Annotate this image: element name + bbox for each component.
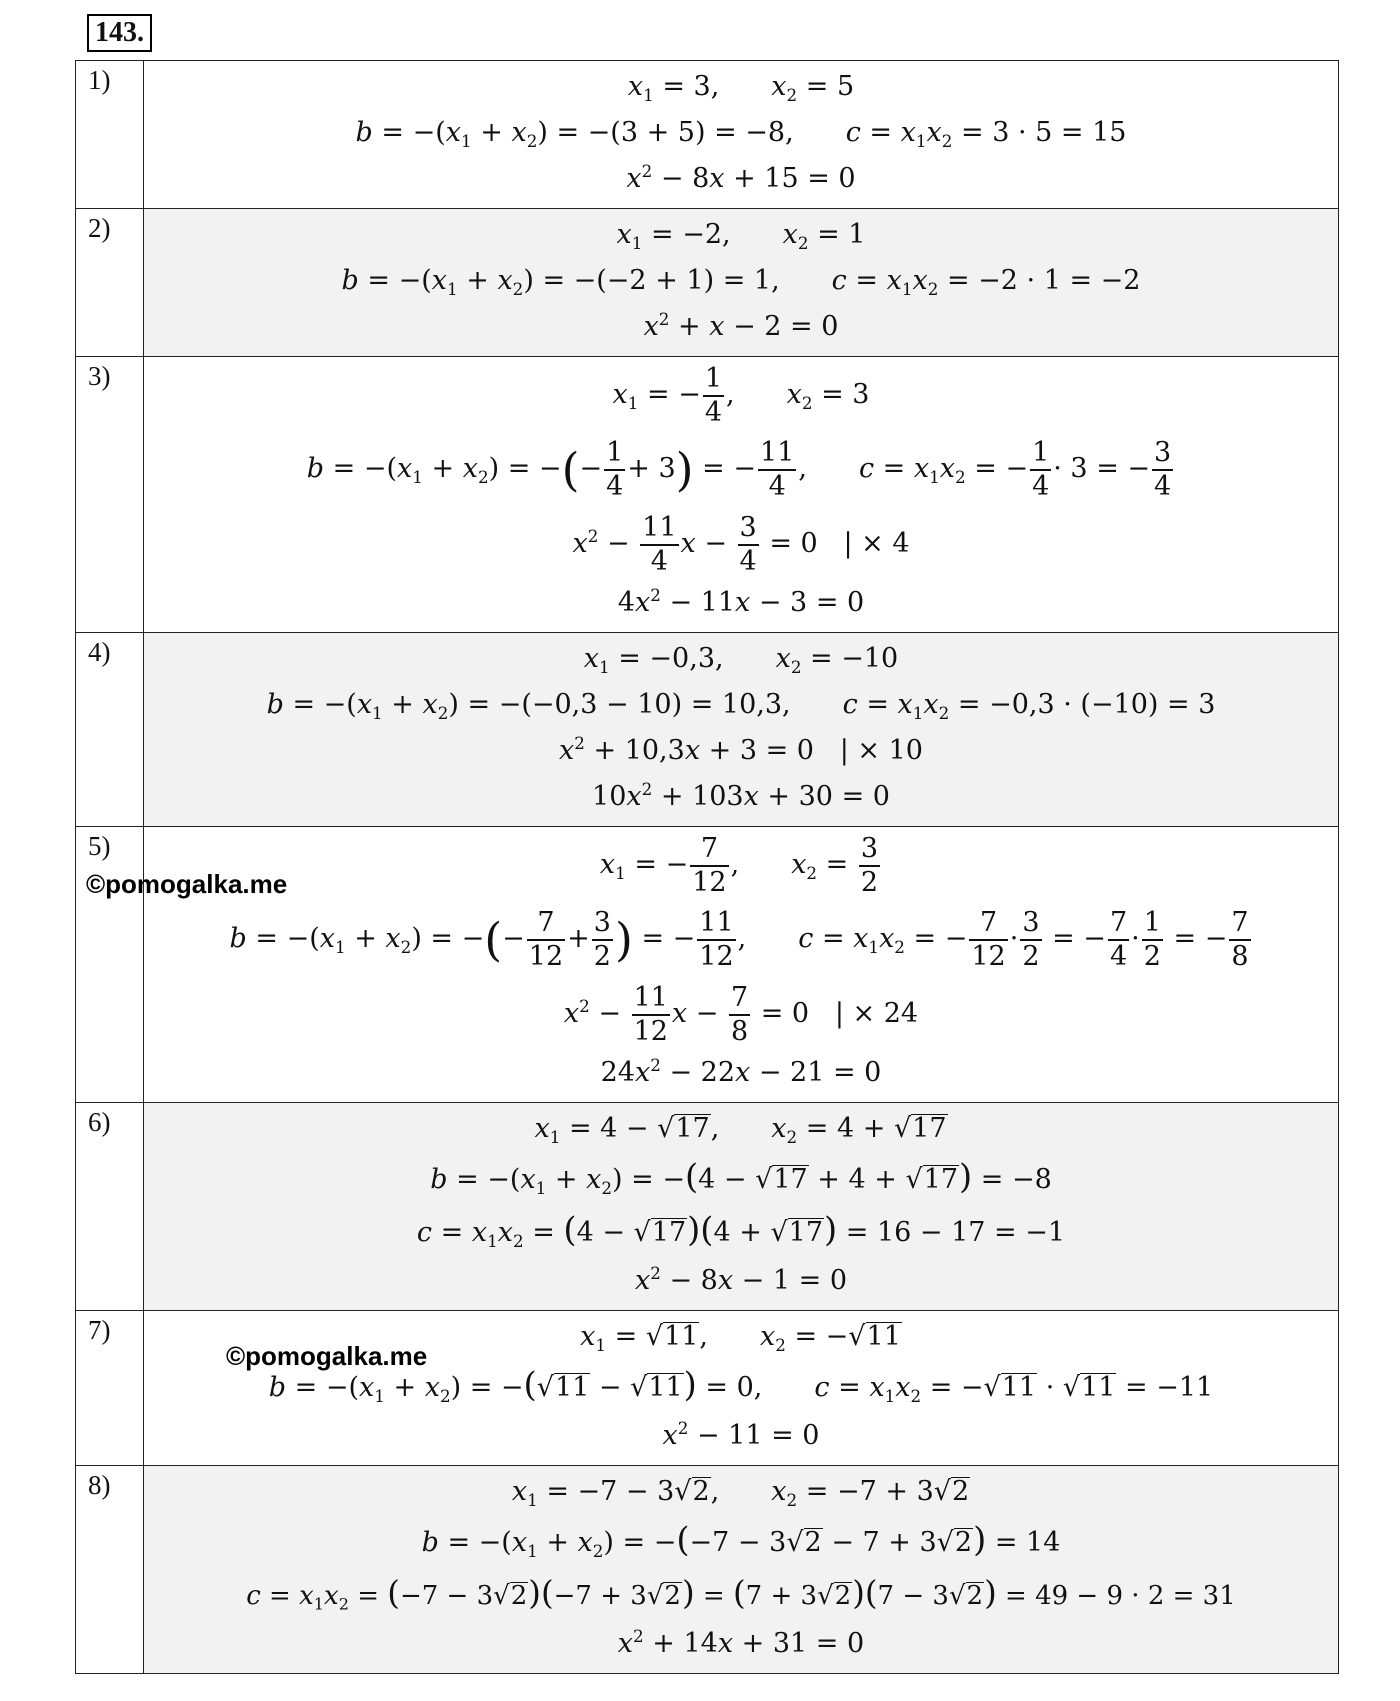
equation: $x_1$ = − $\frac{1}{4}$ , $x_2 = 3$ bbox=[612, 363, 870, 428]
row-content bbox=[144, 209, 1339, 357]
row-content bbox=[144, 1466, 1339, 1674]
row-content bbox=[144, 827, 1339, 1103]
problem-number: 143. bbox=[87, 14, 152, 52]
table-row bbox=[76, 209, 1339, 357]
table-row bbox=[76, 357, 1339, 633]
equation: $x_1$ = − $\frac{7}{12}$ , $x_2$ = $\frac{3}{2}$ bbox=[599, 833, 879, 898]
equation: $c = x_1x_2 = (4 - √17)(4 + √17) = 16 - 17 = -1$ bbox=[416, 1210, 1066, 1251]
row-label bbox=[76, 827, 288, 1103]
row-label: 6) bbox=[76, 1103, 144, 1311]
equation: $x^2 + 10,3x + 3 = 0$ | × 10 bbox=[559, 732, 923, 766]
row-content bbox=[144, 633, 1339, 827]
table-row bbox=[76, 827, 1339, 1103]
equation: $x_1 = -2$, $x_2 = 1$ bbox=[616, 219, 866, 253]
equation: $b = -(x_1 + x_2)$ = −(− $\frac{1}{4}$ + 3) = − $\frac{11}{4}$ , $c = x_1x_2$ = − $\frac{1}{4}$ · 3 = − $\frac{3}{4}$ bbox=[306, 437, 1172, 502]
equation: $b = -(x_1 + x_2) = -(-2 + 1) = 1$, $c = x_1x_2 = -2 \cdot 1 = -2$ bbox=[341, 265, 1141, 299]
watermark: ©pomogalka.me bbox=[86, 869, 288, 899]
row-label: 4) bbox=[76, 633, 144, 827]
row-label: 8) bbox=[76, 1466, 144, 1674]
equation: $10x^2 + 103x + 30 = 0$ bbox=[592, 778, 890, 812]
row-label: 1) bbox=[76, 61, 144, 209]
table-row bbox=[76, 633, 1339, 827]
table-row bbox=[76, 1466, 1339, 1674]
equation: $24x^2 - 22x - 21 = 0$ bbox=[600, 1054, 882, 1088]
row-content bbox=[144, 1311, 1339, 1466]
row-content bbox=[144, 61, 1339, 209]
equation: $x_1 = 3$, $x_2 = 5$ bbox=[627, 71, 855, 105]
equation: $b = -(x_1 + x_2)$ = −(− $\frac{7}{12}$ + $\frac{3}{2}$ ) = − $\frac{11}{12}$ , $c = x_1x_2$ = − $\frac{7}{12}$ · $\frac{3}{2}$ = − $\frac{7}{4}$ · $\frac{1}{2}$ = − $\frac{7}{8}$ bbox=[229, 907, 1249, 972]
row-label: 2) bbox=[76, 209, 144, 357]
row-label: 3) bbox=[76, 357, 144, 633]
equation: $b = -(x_1 + x_2) = -(-0,3 - 10) = 10,3$, $c = x_1x_2 = -0,3 \cdot (-10) = 3$ bbox=[266, 689, 1216, 723]
equation: $b = -(x_1 + x_2) = -(4 - √17 + 4 + √17) = -8$ bbox=[430, 1157, 1052, 1198]
equation: $c = x_1x_2 = (-7 - 3√2)(-7 + 3√2) = (7 + 3√2)(7 - 3√2) = 49 - 9 \cdot 2 = 31$ bbox=[246, 1574, 1236, 1614]
equation: $4x^2 - 11x - 3 = 0$ bbox=[617, 584, 865, 618]
equation: $x_1 = -7 - 3√2$, $x_2 = -7 + 3√2$ bbox=[511, 1476, 970, 1510]
equation: $x_1 = 4 - √17$, $x_2 = 4 + √17$ bbox=[534, 1113, 947, 1147]
equation: $x_1 = -0,3$, $x_2 = -10$ bbox=[583, 643, 899, 677]
equation: $x^2 + 14x + 31 = 0$ bbox=[617, 1625, 865, 1659]
table-row bbox=[76, 61, 1339, 209]
equation: $x_1 = √11$, $x_2 = -√11$ bbox=[580, 1321, 901, 1355]
equation: $x^2 - 11 = 0$ bbox=[662, 1417, 820, 1451]
equation: $x^2$ − $\frac{11}{4}$ x − $\frac{3}{4}$ = 0 | × 4 bbox=[572, 512, 910, 577]
row-content bbox=[144, 357, 1339, 633]
equation: $x^2 + x - 2 = 0$ bbox=[643, 308, 839, 342]
equation: $x^2 - 8x - 1 = 0$ bbox=[634, 1262, 848, 1296]
equation: $x^2$ − $\frac{11}{12}$ x − $\frac{7}{8}$ = 0 | × 24 bbox=[563, 982, 919, 1047]
row-label: 7) bbox=[76, 1311, 144, 1466]
equation: $b = -(x_1 + x_2) = -(3 + 5) = -8$, $c = x_1x_2 = 3 \cdot 5 = 15$ bbox=[355, 117, 1127, 151]
row-content bbox=[144, 1103, 1339, 1311]
equation: $x^2 - 8x + 15 = 0$ bbox=[626, 160, 856, 194]
solution-table bbox=[75, 60, 1339, 1674]
equation: $b = -(x_1 + x_2) = -(-7 - 3√2 - 7 + 3√2) = 14$ bbox=[421, 1520, 1061, 1561]
table-row bbox=[76, 1311, 1339, 1466]
equation: $b = -(x_1 + x_2) = -(√11 - √11) = 0$, $c = x_1x_2 = -√11 \cdot √11 = -11$ bbox=[268, 1365, 1214, 1406]
table-row bbox=[76, 1103, 1339, 1311]
row-label-text: 5) bbox=[88, 831, 111, 861]
watermark: ©pomogalka.me bbox=[226, 1341, 428, 1371]
